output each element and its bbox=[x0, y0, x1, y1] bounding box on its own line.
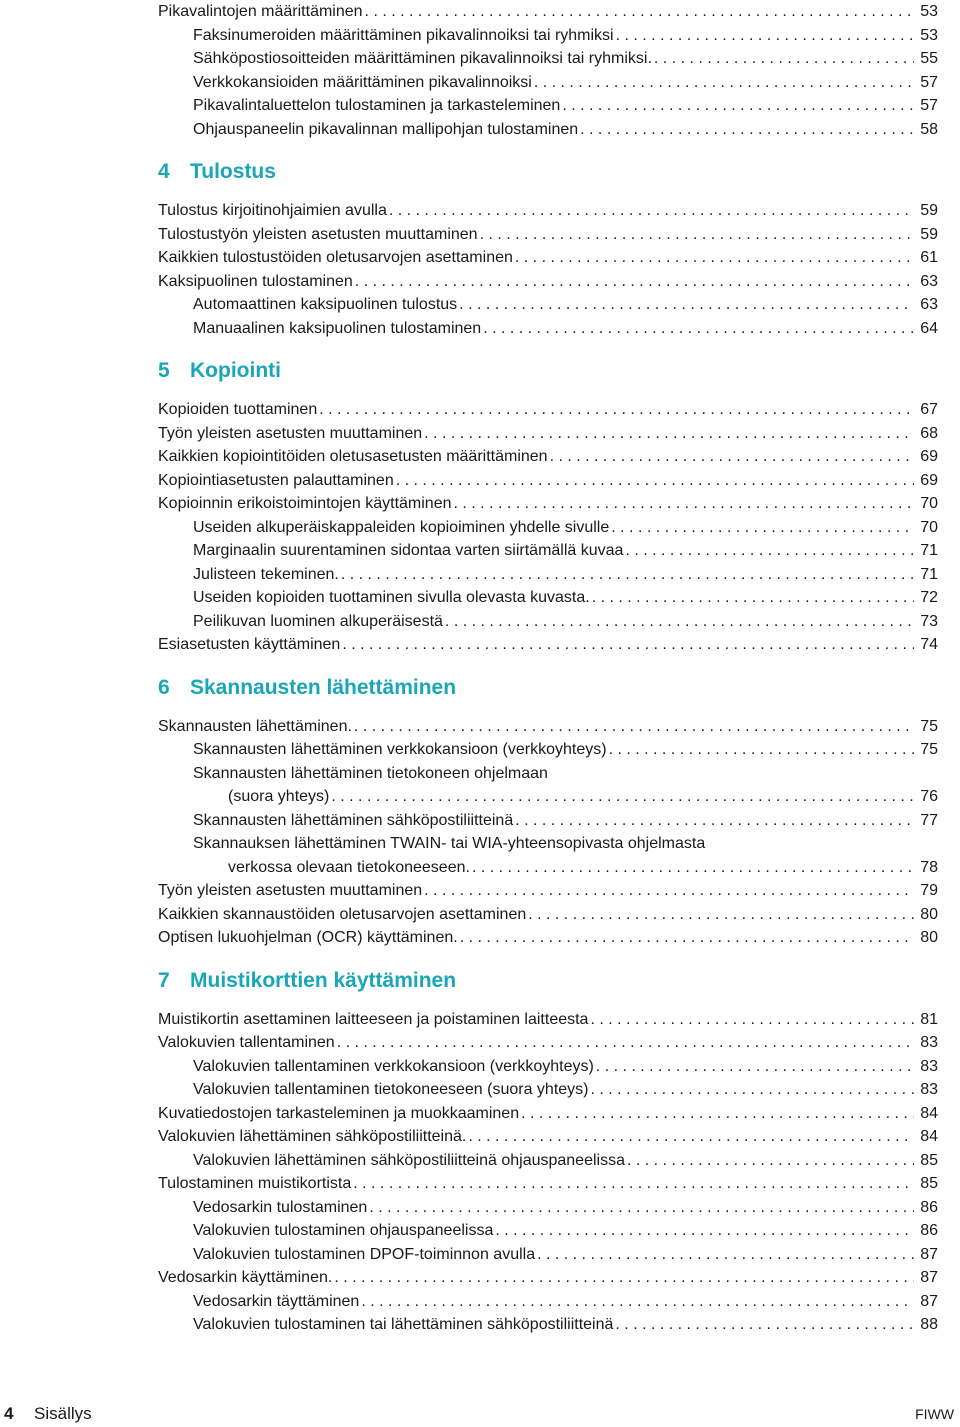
toc-entry[interactable] bbox=[158, 270, 938, 294]
toc-page-number: 71 bbox=[920, 542, 938, 559]
dot-leader bbox=[353, 1172, 914, 1196]
toc-entry[interactable] bbox=[158, 785, 938, 809]
toc-entry-text: Kaikkien kopiointitöiden oletusasetusten määrittäminen bbox=[158, 448, 548, 465]
toc-entry[interactable] bbox=[158, 738, 938, 762]
toc-entry-text: Vedosarkin käyttäminen. bbox=[158, 1269, 333, 1286]
toc-entry[interactable] bbox=[158, 422, 938, 446]
dot-leader bbox=[460, 926, 914, 950]
toc-entry-text: Valokuvien tallentaminen verkkokansioon (verkkoyhteys) bbox=[193, 1057, 594, 1075]
toc-entry[interactable] bbox=[158, 1266, 938, 1290]
dot-leader bbox=[596, 1055, 914, 1079]
toc-entry[interactable] bbox=[158, 492, 938, 516]
dot-leader bbox=[361, 1290, 914, 1314]
toc-entry-text[interactable]: Skannauksen lähettäminen TWAIN- tai WIA-yhteensopivasta ohjelmasta bbox=[193, 835, 706, 852]
toc-entry[interactable] bbox=[158, 1078, 938, 1102]
toc-entry[interactable] bbox=[158, 809, 938, 833]
toc-page-number: 53 bbox=[920, 3, 938, 20]
toc-page-number: 87 bbox=[920, 1292, 938, 1310]
toc-entry[interactable] bbox=[158, 903, 938, 927]
toc-entry-text[interactable]: Skannausten lähettäminen tietokoneen ohjelmaan bbox=[193, 764, 548, 782]
toc-page-number: 68 bbox=[920, 424, 938, 442]
dot-leader bbox=[331, 785, 914, 809]
toc-entry-text: Tulostustyön yleisten asetusten muuttaminen bbox=[158, 225, 478, 243]
toc-entry[interactable] bbox=[158, 539, 938, 563]
toc-page-number: 84 bbox=[920, 1104, 938, 1122]
toc-entry[interactable] bbox=[158, 445, 938, 469]
toc-entry-text: Skannausten lähettäminen verkkokansioon (verkkoyhteys) bbox=[193, 741, 607, 758]
toc-entry[interactable] bbox=[158, 1196, 938, 1220]
toc-entry[interactable] bbox=[158, 633, 938, 657]
toc-entry-text: Automaattinen kaksipuolinen tulostus bbox=[193, 296, 458, 313]
dot-leader bbox=[472, 856, 914, 880]
toc-entry[interactable] bbox=[158, 879, 938, 903]
toc-entry[interactable] bbox=[158, 1125, 938, 1149]
toc-page-number: 86 bbox=[920, 1198, 938, 1216]
footer-section-title: Sisällys bbox=[34, 1404, 92, 1423]
toc-entry-text: Optisen lukuohjelman (OCR) käyttäminen. bbox=[158, 929, 458, 946]
toc-entry[interactable] bbox=[158, 71, 938, 95]
toc-entry[interactable] bbox=[158, 1055, 938, 1079]
toc-entry[interactable] bbox=[158, 516, 938, 540]
toc-entry-text: Useiden kopioiden tuottaminen sivulla olevasta kuvasta. bbox=[193, 589, 590, 606]
toc-page-number: 76 bbox=[920, 788, 938, 805]
dot-leader bbox=[445, 610, 914, 634]
toc-entry[interactable] bbox=[158, 856, 938, 880]
toc-entry[interactable] bbox=[158, 1008, 938, 1032]
dot-leader bbox=[369, 1196, 914, 1220]
table-of-contents bbox=[158, 0, 938, 1337]
toc-entry-text: Muistikortin asettaminen laitteeseen ja poistaminen laitteesta bbox=[158, 1010, 589, 1028]
dot-leader bbox=[319, 398, 914, 422]
toc-entry[interactable] bbox=[158, 1219, 938, 1243]
dot-leader bbox=[480, 223, 914, 247]
dot-leader bbox=[534, 71, 914, 95]
toc-page-number: 53 bbox=[920, 26, 938, 44]
chapter-heading bbox=[158, 673, 938, 703]
toc-entry[interactable] bbox=[158, 199, 938, 223]
toc-entry[interactable] bbox=[158, 293, 938, 317]
toc-entry[interactable] bbox=[158, 1243, 938, 1267]
dot-leader bbox=[365, 0, 914, 24]
toc-page-number: 84 bbox=[920, 1128, 938, 1145]
toc-entry-text: Valokuvien tallentaminen tietokoneeseen (suora yhteys) bbox=[193, 1081, 589, 1098]
toc-entry[interactable] bbox=[158, 1102, 938, 1126]
dot-leader bbox=[389, 199, 914, 223]
dot-leader bbox=[495, 1219, 914, 1243]
toc-entry[interactable] bbox=[158, 223, 938, 247]
toc-page-number: 59 bbox=[920, 225, 938, 243]
toc-entry[interactable] bbox=[158, 610, 938, 634]
toc-entry-text: Valokuvien tallentaminen bbox=[158, 1034, 335, 1051]
toc-entry-text: Vedosarkin täyttäminen bbox=[193, 1292, 360, 1310]
toc-page-number: 74 bbox=[920, 636, 938, 653]
chapter-number: 6 bbox=[158, 675, 170, 699]
toc-entry[interactable] bbox=[158, 47, 938, 71]
page-footer bbox=[0, 1396, 960, 1427]
dot-leader bbox=[550, 445, 914, 469]
dot-leader bbox=[341, 563, 914, 587]
toc-page-number: 57 bbox=[920, 73, 938, 91]
dot-leader bbox=[562, 94, 914, 118]
toc-page-number: 69 bbox=[920, 448, 938, 465]
toc-page-number: 87 bbox=[920, 1269, 938, 1286]
toc-entry-text: Työn yleisten asetusten muuttaminen bbox=[158, 424, 423, 442]
dot-leader bbox=[355, 270, 914, 294]
toc-entry[interactable] bbox=[158, 398, 938, 422]
toc-page-number: 70 bbox=[920, 518, 938, 536]
dot-leader bbox=[615, 1313, 914, 1337]
toc-entry-text: Kaikkien skannaustöiden oletusarvojen asettaminen bbox=[158, 905, 527, 923]
toc-entry-text: Kopioinnin erikoistoimintojen käyttäminen bbox=[158, 495, 452, 512]
dot-leader bbox=[580, 118, 914, 142]
toc-entry-text: Marginaalin suurentaminen sidontaa varten siirtämällä kuvaa bbox=[193, 542, 624, 559]
dot-leader bbox=[424, 422, 914, 446]
toc-entry[interactable] bbox=[158, 317, 938, 341]
toc-entry[interactable] bbox=[158, 24, 938, 48]
toc-entry-text: verkossa olevaan tietokoneeseen. bbox=[228, 858, 470, 876]
chapter-heading bbox=[158, 157, 938, 187]
dot-leader bbox=[521, 1102, 914, 1126]
toc-entry-text: Ohjauspaneelin pikavalinnan mallipohjan tulostaminen bbox=[193, 120, 579, 138]
toc-page-number: 71 bbox=[920, 565, 938, 583]
dot-leader bbox=[515, 246, 914, 270]
toc-entry[interactable] bbox=[158, 586, 938, 610]
toc-entry-text: Valokuvien lähettäminen sähköpostiliitteinä ohjauspaneelissa bbox=[193, 1151, 625, 1169]
toc-entry[interactable] bbox=[158, 1313, 938, 1337]
toc-entry-text: Kuvatiedostojen tarkasteleminen ja muokkaaminen bbox=[158, 1104, 520, 1122]
chapter-title: Kopiointi bbox=[190, 359, 281, 382]
toc-entry-text: Julisteen tekeminen. bbox=[193, 565, 339, 583]
footer-page-number: 4 bbox=[4, 1404, 14, 1423]
toc-entry[interactable] bbox=[158, 469, 938, 493]
toc-page-number: 67 bbox=[920, 401, 938, 418]
chapter-number: 5 bbox=[158, 359, 170, 382]
toc-entry-text: Valokuvien tulostaminen ohjauspaneelissa bbox=[193, 1222, 494, 1239]
toc-entry-text: Vedosarkin tulostaminen bbox=[193, 1198, 368, 1216]
dot-leader bbox=[537, 1243, 914, 1267]
dot-leader bbox=[590, 1008, 914, 1032]
dot-leader bbox=[337, 1031, 914, 1055]
toc-entry-text: Valokuvien tulostaminen tai lähettäminen sähköpostiliitteinä bbox=[193, 1316, 614, 1333]
chapter-title: Skannausten lähettäminen bbox=[190, 675, 457, 699]
footer-brand: FIWW bbox=[915, 1406, 954, 1422]
toc-entry-text: Valokuvien lähettäminen sähköpostiliitteinä. bbox=[158, 1128, 467, 1145]
toc-page-number: 88 bbox=[920, 1316, 938, 1333]
chapter-number: 4 bbox=[158, 160, 170, 183]
toc-entry-text: Sähköpostiosoitteiden määrittäminen pikavalinnoiksi tai ryhmiksi. bbox=[193, 50, 652, 67]
dot-leader bbox=[424, 879, 914, 903]
toc-entry[interactable] bbox=[158, 1149, 938, 1173]
toc-page-number: 73 bbox=[920, 612, 938, 630]
toc-page-number: 69 bbox=[920, 471, 938, 489]
toc-entry-text: Pikavalintaluettelon tulostaminen ja tarkasteleminen bbox=[193, 97, 561, 114]
toc-page-number: 75 bbox=[920, 741, 938, 758]
toc-entry[interactable] bbox=[158, 0, 938, 24]
toc-entry-text: Esiasetusten käyttäminen bbox=[158, 636, 341, 653]
toc-page-number: 59 bbox=[920, 202, 938, 219]
toc-page-number: 77 bbox=[920, 811, 938, 829]
toc-entry-text: Työn yleisten asetusten muuttaminen bbox=[158, 882, 423, 899]
dot-leader bbox=[459, 293, 914, 317]
dot-leader bbox=[454, 492, 915, 516]
toc-entry-text: Kaikkien tulostustöiden oletusarvojen asettaminen bbox=[158, 249, 513, 266]
toc-page-number: 78 bbox=[920, 858, 938, 876]
toc-entry[interactable] bbox=[158, 94, 938, 118]
toc-page-number: 63 bbox=[920, 272, 938, 290]
toc-entry[interactable] bbox=[158, 715, 938, 739]
dot-leader bbox=[625, 539, 914, 563]
toc-page-number: 81 bbox=[920, 1010, 938, 1028]
dot-leader bbox=[342, 633, 914, 657]
chapter-heading bbox=[158, 966, 938, 996]
dot-leader bbox=[528, 903, 914, 927]
dot-leader bbox=[334, 1266, 914, 1290]
toc-entry-text: Verkkokansioiden määrittäminen pikavalinnoiksi bbox=[193, 73, 532, 91]
toc-entry-text: Manuaalinen kaksipuolinen tulostaminen bbox=[193, 319, 482, 337]
toc-page-number: 80 bbox=[920, 905, 938, 923]
toc-page-number: 70 bbox=[920, 495, 938, 512]
toc-entry[interactable] bbox=[158, 118, 938, 142]
toc-entry-text: Valokuvien tulostaminen DPOF-toiminnon avulla bbox=[193, 1245, 536, 1263]
toc-page-number: 85 bbox=[920, 1151, 938, 1169]
toc-entry[interactable] bbox=[158, 1172, 938, 1196]
chapter-title: Muistikorttien käyttäminen bbox=[190, 968, 457, 992]
toc-page-number: 85 bbox=[920, 1175, 938, 1192]
toc-page-number: 72 bbox=[920, 589, 938, 606]
toc-page-number: 58 bbox=[920, 120, 938, 138]
toc-entry-text: Tulostaminen muistikortista bbox=[158, 1175, 352, 1192]
toc-page-number: 80 bbox=[920, 929, 938, 946]
chapter-heading bbox=[158, 356, 938, 386]
toc-entry[interactable] bbox=[158, 563, 938, 587]
toc-page-number: 55 bbox=[920, 50, 938, 67]
toc-page-number: 83 bbox=[920, 1057, 938, 1075]
dot-leader bbox=[515, 809, 914, 833]
toc-entry-text: Kopioiden tuottaminen bbox=[158, 401, 318, 418]
toc-page-number: 83 bbox=[920, 1034, 938, 1051]
dot-leader bbox=[396, 469, 914, 493]
toc-page-number: 64 bbox=[920, 319, 938, 337]
toc-entry-text: Kopiointiasetusten palauttaminen bbox=[158, 471, 394, 489]
toc-entry-text: Skannausten lähettäminen sähköpostiliitteinä bbox=[193, 811, 514, 829]
toc-page-number: 57 bbox=[920, 97, 938, 114]
toc-page-number: 83 bbox=[920, 1081, 938, 1098]
toc-page-number: 61 bbox=[920, 249, 938, 266]
toc-entry-text: Faksinumeroiden määrittäminen pikavalinnoiksi tai ryhmiksi bbox=[193, 26, 614, 44]
dot-leader bbox=[354, 715, 914, 739]
toc-page-number: 87 bbox=[920, 1245, 938, 1263]
toc-entry-text: Kaksipuolinen tulostaminen bbox=[158, 272, 353, 290]
chapter-number: 7 bbox=[158, 968, 170, 992]
dot-leader bbox=[654, 47, 914, 71]
dot-leader bbox=[609, 738, 914, 762]
toc-page-number: 63 bbox=[920, 296, 938, 313]
toc-entry-text: (suora yhteys) bbox=[228, 788, 330, 805]
toc-entry[interactable] bbox=[158, 1290, 938, 1314]
toc-entry[interactable] bbox=[158, 246, 938, 270]
dot-leader bbox=[611, 516, 914, 540]
chapter-title: Tulostus bbox=[190, 160, 276, 183]
toc-entry-text: Pikavalintojen määrittäminen bbox=[158, 3, 363, 20]
toc-entry-text: Peilikuvan luominen alkuperäisestä bbox=[193, 612, 443, 630]
dot-leader bbox=[627, 1149, 914, 1173]
dot-leader bbox=[468, 1125, 914, 1149]
toc-entry[interactable] bbox=[158, 1031, 938, 1055]
dot-leader bbox=[592, 586, 914, 610]
toc-entry-text: Tulostus kirjoitinohjaimien avulla bbox=[158, 202, 387, 219]
dot-leader bbox=[591, 1078, 915, 1102]
dot-leader bbox=[616, 24, 914, 48]
toc-entry[interactable] bbox=[158, 926, 938, 950]
toc-page-number: 86 bbox=[920, 1222, 938, 1239]
toc-page-number: 75 bbox=[920, 717, 938, 735]
toc-entry-text: Useiden alkuperäiskappaleiden kopioiminen yhdelle sivulle bbox=[193, 518, 610, 536]
dot-leader bbox=[483, 317, 914, 341]
toc-page-number: 79 bbox=[920, 882, 938, 899]
toc-entry-text: Skannausten lähettäminen. bbox=[158, 717, 352, 735]
